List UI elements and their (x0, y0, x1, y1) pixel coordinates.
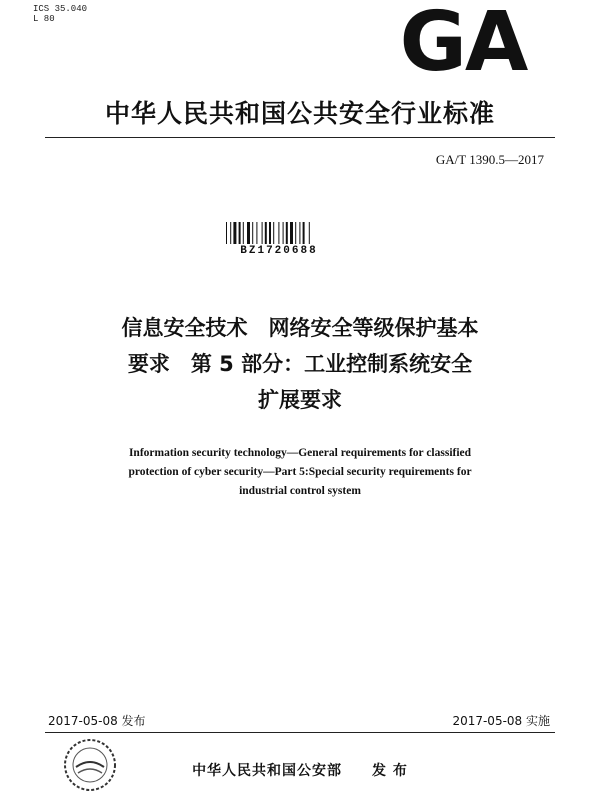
standard-category-title: 中华人民共和国公共安全行业标准 (104, 99, 495, 128)
header-divider (45, 137, 555, 138)
barcode-bar (303, 222, 305, 244)
barcode-bar (226, 222, 227, 244)
chinese-title-line-1: 信息安全技术 网络安全等级保护基本 (121, 316, 479, 340)
barcode-bar (265, 222, 267, 244)
chinese-title-line-3: 扩展要求 (258, 388, 342, 412)
barcode-bar (286, 222, 288, 244)
english-title-line-3: industrial control system (239, 485, 361, 497)
barcode-bar (262, 222, 263, 244)
barcode-bar (295, 222, 296, 244)
barcode-bar (233, 222, 236, 244)
barcode-bar (299, 222, 300, 244)
barcode-number: BZ1720688 (240, 245, 318, 257)
classification-codes (33, 4, 87, 24)
chinese-title-line-2: 要求 第 5 部分：工业控制系统安全 (127, 352, 473, 376)
barcode-bar (230, 222, 231, 244)
standard-number: GA/T 1390.5—2017 (435, 152, 544, 167)
issue-date: 2017-05-08 发布 (48, 714, 146, 728)
chinese-title (0, 310, 600, 418)
english-title-line-1: Information security technology—General requirements for classified (128, 447, 472, 459)
ga-logo (395, 8, 531, 74)
barcode-graphic (226, 222, 332, 244)
ics-code: ICS 35.040 (33, 4, 88, 14)
issuing-authority: 中华人民共和国公安部 发 布 (192, 763, 408, 779)
english-title-line-2: protection of cyber security—Part 5:Special security requirements for (128, 466, 472, 478)
barcode-bar (243, 222, 244, 244)
barcode-bar (269, 222, 271, 244)
barcode-bar (273, 222, 274, 244)
barcode-bar (278, 222, 279, 244)
logo-text: GA (399, 8, 527, 74)
ccs-code: L 80 (33, 14, 55, 24)
barcode-bar (252, 222, 253, 244)
footer-divider (45, 732, 555, 733)
barcode-bar (247, 222, 250, 244)
barcode-bar (256, 222, 257, 244)
implement-date: 2017-05-08 实施 (452, 714, 550, 728)
english-title (0, 444, 600, 501)
barcode-bar (239, 222, 241, 244)
barcode-bar (290, 222, 293, 244)
barcode-bar (309, 222, 310, 244)
barcode-bar (283, 222, 284, 244)
